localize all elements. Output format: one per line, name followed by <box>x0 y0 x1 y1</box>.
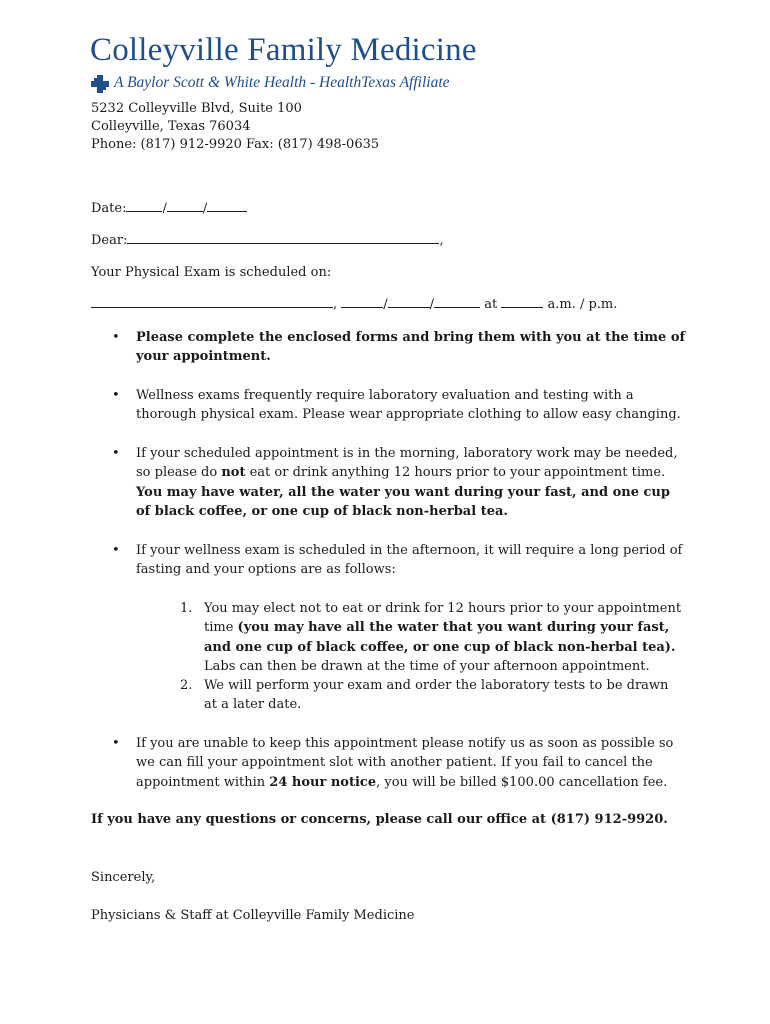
bullet-marker: • <box>112 446 120 461</box>
address-line-2: Colleyville, Texas 76034 <box>91 119 251 134</box>
bullet-wellness-labs: Wellness exams frequently require laboratory evaluation and testing with a thorough physical exam. Please wear appropriate clothing to allow easy changing. <box>136 388 681 423</box>
schedule-at-label: at <box>484 297 498 312</box>
schedule-separator: / <box>429 297 435 312</box>
bullet-morning-fasting <box>136 444 686 521</box>
option-fast-12-hours <box>204 599 684 676</box>
cancellation-text: , you will be billed $100.00 cancellation fee. <box>376 774 668 790</box>
phone-fax-line: Phone: (817) 912-9920 Fax: (817) 498-0635 <box>91 137 380 152</box>
medical-cross-icon <box>91 75 109 93</box>
bullet-forms: Please complete the enclosed forms and bring them with you at the time of your appointment. <box>136 330 686 365</box>
bullet-marker: • <box>112 388 120 403</box>
bullet-marker: • <box>112 543 120 558</box>
bullet-marker: • <box>112 330 120 345</box>
bullet-afternoon-fasting: If your wellness exam is scheduled in the afternoon, it will require a long period of fasting and your options are as follows: <box>136 543 683 578</box>
address-line-1: 5232 Colleyville Blvd, Suite 100 <box>91 101 302 116</box>
bullet-marker: • <box>112 736 120 751</box>
schedule-month-field[interactable] <box>341 295 383 308</box>
cancellation-text: If you are unable to keep this appointment please notify us as soon as possible so we can fill your appointment slot with another patient. If you fail to cancel the appointment within <box>136 736 674 790</box>
date-label: Date: <box>91 201 127 216</box>
date-month-field[interactable] <box>126 199 162 212</box>
scheduled-label: Your Physical Exam is scheduled on: <box>91 265 332 280</box>
notice-period: 24 hour notice <box>269 774 377 790</box>
emphasis-not: not <box>221 465 246 481</box>
schedule-time-field[interactable] <box>501 295 543 308</box>
affiliate-tagline: A Baylor Scott & White Health - HealthTexas Affiliate <box>114 74 450 91</box>
option-text: You may elect not to eat or drink for 12 hours prior to your appointment time <box>204 601 682 636</box>
date-separator: / <box>162 201 167 216</box>
schedule-comma: , <box>333 297 338 312</box>
schedule-fields-line <box>91 295 617 314</box>
practice-name: Colleyville Family Medicine <box>90 32 477 68</box>
dear-label: Dear: <box>91 233 128 248</box>
option-labs-later: We will perform your exam and order the laboratory tests to be drawn at a later date. <box>204 678 669 713</box>
schedule-year-field[interactable] <box>434 295 480 308</box>
option-allowance: (you may have all the water that you want during your fast, and one cup of black coffee, or one cup of black non-herbal tea). <box>204 620 676 655</box>
signature-line: Physicians & Staff at Colleyville Family Medicine <box>91 908 415 923</box>
schedule-ampm-label: a.m. / p.m. <box>547 297 618 312</box>
closing-sincerely: Sincerely, <box>91 870 156 885</box>
salutation-comma: , <box>439 233 444 248</box>
questions-note: If you have any questions or concerns, please call our office at (817) 912-9920. <box>91 812 668 827</box>
date-line <box>91 199 247 218</box>
morning-allowance: You may have water, all the water you want during your fast, and one cup of black coffee, or one cup of black non-herbal tea. <box>136 484 670 519</box>
recipient-name-field[interactable] <box>127 231 439 244</box>
option-text: Labs can then be drawn at the time of your afternoon appointment. <box>204 658 650 674</box>
date-day-field[interactable] <box>167 199 203 212</box>
morning-text: eat or drink anything 12 hours prior to your appointment time. <box>245 465 666 481</box>
date-year-field[interactable] <box>207 199 247 212</box>
salutation-line <box>91 231 444 250</box>
option-number: 2. <box>180 678 193 693</box>
schedule-separator: / <box>383 297 388 312</box>
bullet-cancellation <box>136 734 686 792</box>
practice-address <box>91 100 379 154</box>
schedule-date-field[interactable] <box>388 295 430 308</box>
option-number: 1. <box>180 601 193 616</box>
date-separator: / <box>202 201 208 216</box>
morning-text: If your scheduled appointment is in the morning, laboratory work may be needed, so please do <box>136 446 678 481</box>
schedule-day-field[interactable] <box>91 295 333 308</box>
